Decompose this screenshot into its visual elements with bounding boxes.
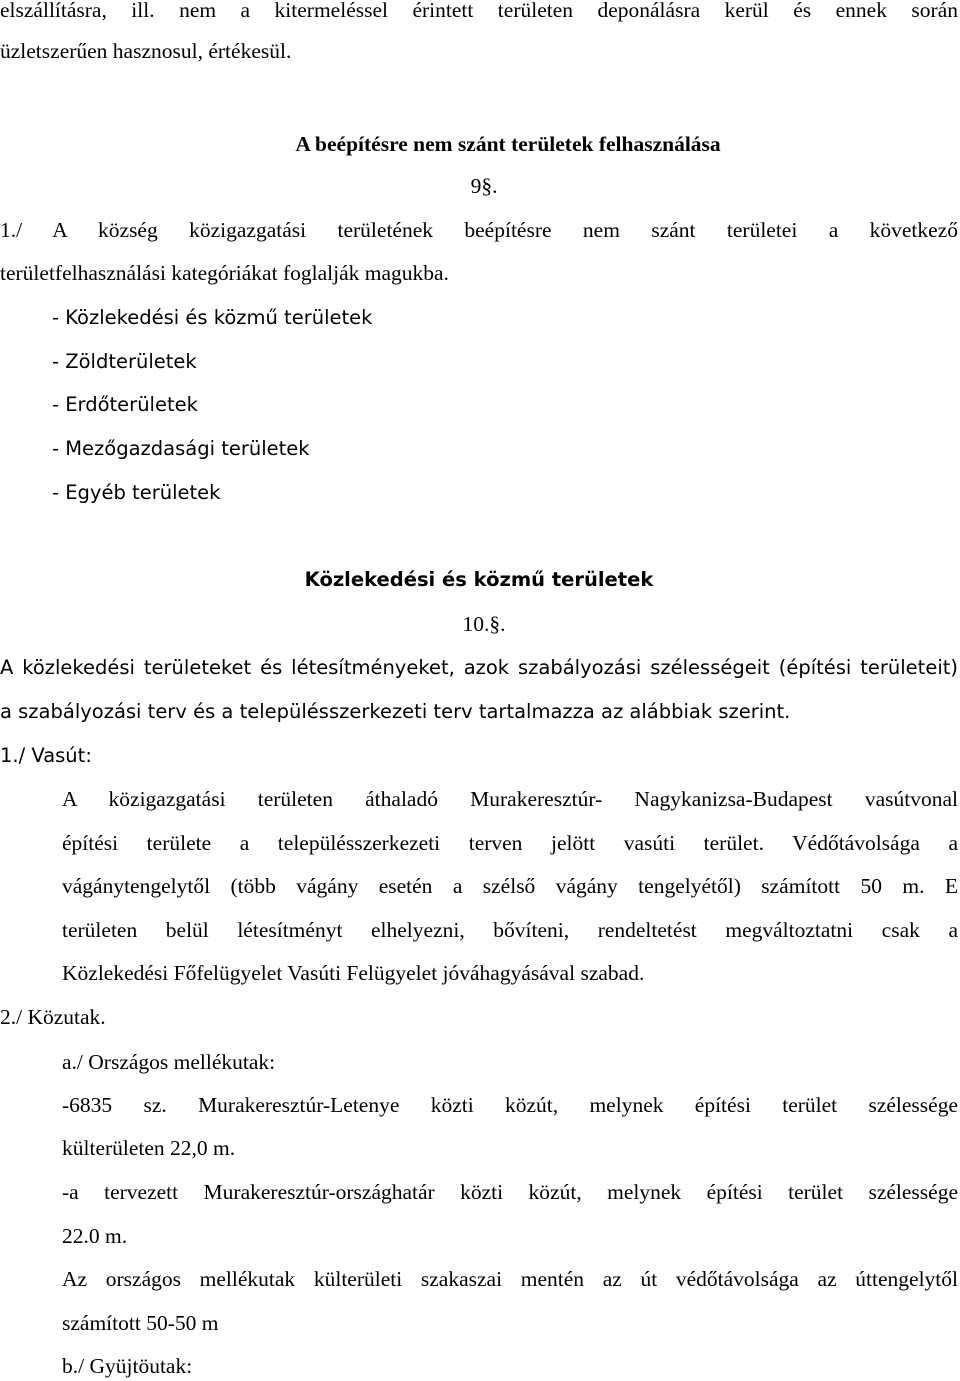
protection-distance-line-2: számított 50-50 m xyxy=(62,1311,219,1335)
section-9-para-line-2: területfelhasználási kategóriákat foglalják magukba. xyxy=(0,261,449,285)
orszagos-mellekutak-label: a./ Országos mellékutak: xyxy=(62,1050,276,1074)
gyujtoutak-label: b./ Gyüjtöutak: xyxy=(62,1354,193,1378)
section-10-para-line-2: a szabályozási terv és a településszerkezeti terv tartalmazza az alábbiak szerint. xyxy=(0,700,791,723)
protection-distance-line-1: Az országos mellékutak külterületi szakaszai mentén az út védőtávolsága az úttengelytől xyxy=(62,1267,958,1291)
category-list-item: - Mezőgazdasági területek xyxy=(52,437,310,460)
category-list-item: - Egyéb területek xyxy=(52,481,221,504)
section-9-para-line-1: 1./ A község közigazgatási területének beépítésre nem szánt területei a következő xyxy=(0,218,958,242)
vasut-text-line: építési területe a településszerkezeti terven jelött vasúti terület. Védőtávolsága a xyxy=(62,831,958,855)
road-6835-line-1: -6835 sz. Murakeresztúr-Letenye közti közút, melynek építési terület szélessége xyxy=(62,1093,958,1117)
planned-road-line-2: 22.0 m. xyxy=(62,1224,128,1248)
section-9-heading: A beépítésre nem szánt területek felhasználása xyxy=(295,132,721,156)
vasut-text-line: vágánytengelytől (több vágány esetén a szélső vágány tengelyétől) számított 50 m. E xyxy=(62,874,958,898)
category-list-item: - Közlekedési és közmű területek xyxy=(52,306,373,329)
vasut-text-line: A közigazgatási területen áthaladó Murakeresztúr- Nagykanizsa-Budapest vasútvonal xyxy=(62,787,958,811)
road-6835-line-2: külterületen 22,0 m. xyxy=(62,1136,236,1160)
section-10-para-line-1: A közlekedési területeket és létesítményeket, azok szabályozási szélességeit (építési területeit) xyxy=(0,656,958,679)
section-10-number: 10.§. xyxy=(462,612,506,636)
vasut-text-line: Közlekedési Főfelügyelet Vasúti Felügyelet jóváhagyásával szabad. xyxy=(62,961,645,985)
planned-road-line-1: -a tervezett Murakeresztúr-országhatár közti közút, melynek építési terület szélessége xyxy=(62,1180,958,1204)
vasut-label: 1./ Vasút: xyxy=(0,744,92,767)
intro-line-1: elszállításra, ill. nem a kitermeléssel érintett területen deponálásra kerül és ennek során xyxy=(0,0,958,22)
intro-line-2: üzletszerűen hasznosul, értékesül. xyxy=(0,39,292,63)
category-list-item: - Erdőterületek xyxy=(52,393,198,416)
vasut-text-line: területen belül létesítményt elhelyezni, bővíteni, rendeltetést megváltoztatni csak a xyxy=(62,918,958,942)
section-10-heading: Közlekedési és közmű területek xyxy=(304,568,654,591)
category-list-item: - Zöldterületek xyxy=(52,350,197,373)
section-9-number: 9§. xyxy=(470,174,498,198)
kozutak-label: 2./ Közutak. xyxy=(0,1005,106,1029)
